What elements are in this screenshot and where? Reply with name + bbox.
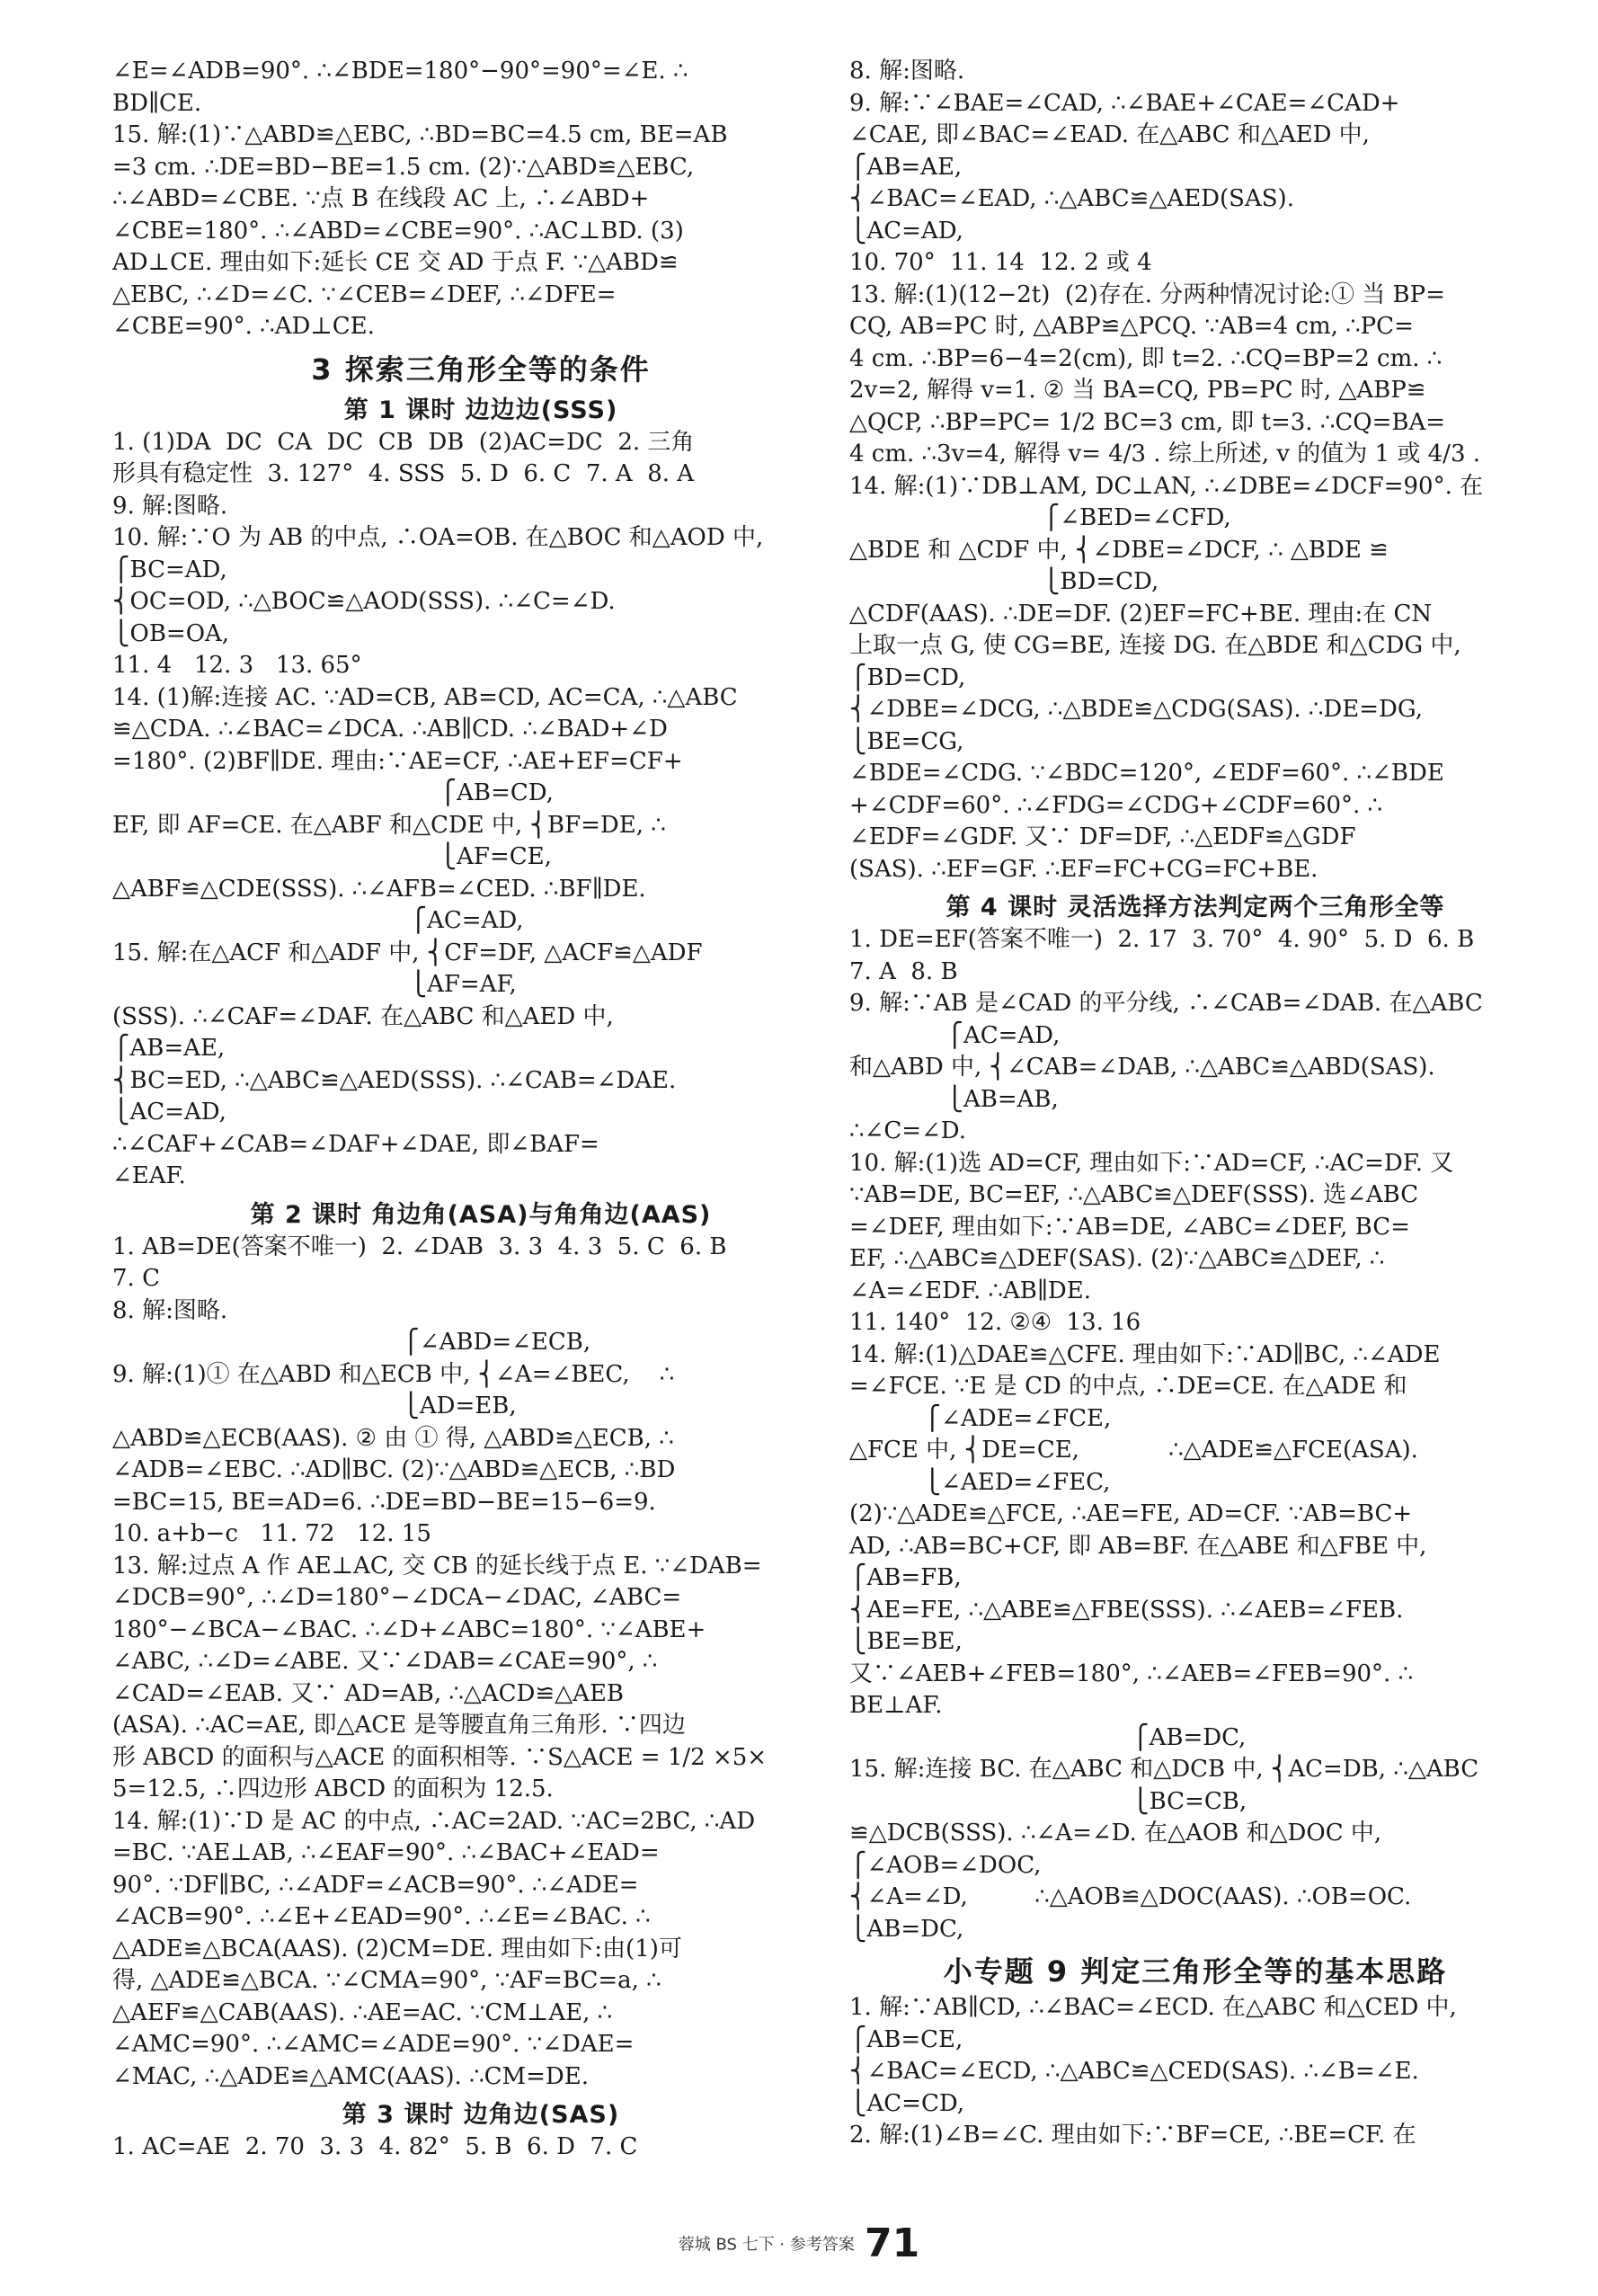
answer-line: +∠CDF=60°. ∴∠FDG=∠CDG+∠CDF=60°. ∴ bbox=[849, 791, 1383, 819]
answer-line: 7. A 8. B bbox=[849, 957, 958, 985]
answer-line: 10. 70° 11. 14 12. 2 或 4 bbox=[849, 249, 1152, 276]
answer-line: △ABD≌△ECB(AAS). ② 由 ① 得, △ABD≌△ECB, ∴ bbox=[112, 1424, 674, 1452]
answer-line: ⎩AB=DC, bbox=[849, 1915, 964, 1943]
answer-line: EF, 即 AF=CE. 在△ABF 和△CDE 中, ⎨BF=DE, ∴ bbox=[112, 811, 666, 839]
answer-line: ⎩BC=CB, bbox=[849, 1787, 1247, 1815]
answer-line: 1. AB=DE(答案不唯一) 2. ∠DAB 3. 3 4. 3 5. C 6. B bbox=[112, 1233, 727, 1260]
answer-line: 13. 解:(1)(12−2t) (2)存在. 分两种情况讨论:① 当 BP= bbox=[849, 280, 1445, 308]
answer-line: ⎩OB=OA, bbox=[112, 619, 230, 647]
answer-line: 11. 140° 12. ②④ 13. 16 bbox=[849, 1309, 1141, 1336]
answer-line: ⎧∠ABD=∠ECB, bbox=[112, 1329, 591, 1356]
answer-line: ∠DCB=90°, ∴∠D=180°−∠DCA−∠DAC, ∠ABC= bbox=[112, 1584, 682, 1611]
answer-line: BE⊥AF. bbox=[849, 1692, 943, 1719]
answer-line: ⎨OC=OD, ∴△BOC≌△AOD(SSS). ∴∠C=∠D. bbox=[112, 588, 616, 615]
answer-line: 10. 解:∵O 为 AB 的中点, ∴OA=OB. 在△BOC 和△AOD 中, bbox=[112, 524, 764, 551]
answer-line: ⎧AB=CE, bbox=[849, 2025, 963, 2053]
answer-line: ⎧∠AOB=∠DOC, bbox=[849, 1851, 1042, 1879]
section-heading: 3 探索三角形全等的条件 bbox=[311, 352, 651, 387]
watermark: ​ bbox=[422, 1452, 440, 1577]
answer-line: △EBC, ∴∠D=∠C. ∵∠CEB=∠DEF, ∴∠DFE= bbox=[112, 280, 617, 308]
answer-line: ⎩AB=AB, bbox=[849, 1085, 1059, 1113]
answer-line: ⎨∠DBE=∠DCG, ∴△BDE≌△CDG(SAS). ∴DE=DG, bbox=[849, 696, 1423, 723]
answer-line: 得, △ADE≌△BCA. ∵∠CMA=90°, ∵AF=BC=a, ∴ bbox=[112, 1967, 661, 1994]
answer-line: ⎩AD=EB, bbox=[112, 1393, 517, 1419]
answer-line: ⎨BC=ED, ∴△ABC≌△AED(SSS). ∴∠CAB=∠DAE. bbox=[112, 1066, 677, 1094]
answer-line: ∠ADB=∠EBC. ∴AD∥BC. (2)∵△ABD≌△ECB, ∴BD bbox=[112, 1456, 676, 1483]
answer-line: 180°−∠BCA−∠BAC. ∴∠D+∠ABC=180°. ∵∠ABE+ bbox=[112, 1615, 706, 1643]
answer-line: ≌△CDA. ∴∠BAC=∠DCA. ∴AB∥CD. ∴∠BAD+∠D bbox=[112, 716, 668, 743]
answer-line: 形 ABCD 的面积与△ACE 的面积相等. ∵S△ACE = 1/2 ×5× bbox=[112, 1743, 768, 1771]
answer-line: △QCP, ∴BP=PC= 1/2 BC=3 cm, 即 t=3. ∴CQ=BA= bbox=[849, 408, 1446, 436]
answer-line: 8. 解:图略. bbox=[112, 1296, 228, 1324]
lesson-heading: 第 3 课时 边角边(SAS) bbox=[342, 2101, 620, 2129]
answer-line: ∠ABC, ∴∠D=∠ABE. 又∵∠DAB=∠CAE=90°, ∴ bbox=[112, 1648, 658, 1675]
left-column bbox=[112, 56, 849, 2164]
answer-line: 形具有稳定性 3. 127° 4. SSS 5. D 6. C 7. A 8. A bbox=[112, 460, 695, 487]
answer-line: 和△ABD 中, ⎨∠CAB=∠DAB, ∴△ABC≌△ABD(SAS). bbox=[849, 1054, 1435, 1081]
lesson-heading: 第 4 课时 灵活选择方法判定两个三角形全等 bbox=[945, 894, 1445, 921]
right-column bbox=[849, 56, 1541, 2152]
answer-line: 14. 解:(1)△DAE≌△CFE. 理由如下:∵AD∥BC, ∴∠ADE bbox=[849, 1340, 1441, 1368]
answer-line: =∠FCE. ∵E 是 CD 的中点, ∴DE=CE. 在△ADE 和 bbox=[849, 1373, 1407, 1400]
answer-line: 90°. ∵DF∥BC, ∴∠ADF=∠ACB=90°. ∴∠ADE= bbox=[112, 1871, 639, 1899]
answer-line: 2. 解:(1)∠B=∠C. 理由如下:∵BF=CE, ∴BE=CF. 在 bbox=[849, 2122, 1416, 2149]
answer-line: 9. 解:图略. bbox=[112, 492, 228, 520]
answer-line: ⎧∠BED=∠CFD, bbox=[849, 504, 1231, 531]
answer-line: 10. a+b−c 11. 72 12. 15 bbox=[112, 1520, 431, 1547]
answer-line: ⎩AF=CE, bbox=[112, 843, 552, 870]
answer-line: 8. 解:图略. bbox=[849, 58, 965, 85]
answer-line: 上取一点 G, 使 CG=BE, 连接 DG. 在△BDE 和△CDG 中, bbox=[849, 632, 1461, 659]
answer-line: ≌△DCB(SSS). ∴∠A=∠D. 在△AOB 和△DOC 中, bbox=[849, 1820, 1382, 1847]
answer-line: CQ, AB=PC 时, △ABP≌△PCQ. ∵AB=4 cm, ∴PC= bbox=[849, 313, 1414, 340]
answer-line: ∠CBE=90°. ∴AD⊥CE. bbox=[112, 313, 375, 340]
answer-line: ⎩BE=BE, bbox=[849, 1628, 963, 1655]
answer-line: 又∵∠AEB+∠FEB=180°, ∴∠AEB=∠FEB=90°. ∴ bbox=[849, 1660, 1414, 1687]
answer-line: ⎩∠AED=∠FEC, bbox=[849, 1468, 1111, 1496]
answer-line: ∠ACB=90°. ∴∠E+∠EAD=90°. ∴∠E=∠BAC. ∴ bbox=[112, 1903, 651, 1930]
answer-line: =∠DEF, 理由如下:∵AB=DE, ∠ABC=∠DEF, BC= bbox=[849, 1213, 1410, 1241]
answer-line: =BC. ∵AE⊥AB, ∴∠EAF=90°. ∴∠BAC+∠EAD= bbox=[112, 1839, 660, 1866]
answer-line: ∠CAE, 即∠BAC=∠EAD. 在△ABC 和△AED 中, bbox=[849, 121, 1370, 148]
answer-line: ∠CAD=∠EAB. 又∵ AD=AB, ∴△ACD≌△AEB bbox=[112, 1679, 625, 1707]
answer-line: (2)∵△ADE≌△FCE, ∴AE=FE, AD=CF. ∵AB=BC+ bbox=[849, 1500, 1413, 1527]
answer-line: ⎧AB=AE, bbox=[112, 1035, 226, 1062]
answer-line: 13. 解:过点 A 作 AE⊥AC, 交 CB 的延长线于点 E. ∵∠DAB= bbox=[112, 1552, 762, 1580]
answer-line: 1. AC=AE 2. 70 3. 3 4. 82° 5. B 6. D 7. C bbox=[112, 2133, 638, 2160]
lesson-heading: 第 2 课时 角边角(ASA)与角角边(AAS) bbox=[250, 1200, 712, 1229]
answer-line: ∴∠ABD=∠CBE. ∵点 B 在线段 AC 上, ∴∠ABD+ bbox=[112, 185, 650, 212]
answer-line: ⎧∠ADE=∠FCE, bbox=[849, 1404, 1112, 1432]
answer-line: ∠AMC=90°. ∴∠AMC=∠ADE=90°. ∵∠DAE= bbox=[112, 2031, 635, 2058]
answer-line: ⎧AB=CD, bbox=[112, 779, 554, 806]
answer-line: ⎧AB=FB, bbox=[849, 1564, 962, 1591]
answer-line: ∠CBE=180°. ∴∠ABD=∠CBE=90°. ∴AC⊥BD. (3) bbox=[112, 217, 684, 245]
answer-line: EF, ∴△ABC≌△DEF(SAS). (2)∵△ABC≌△DEF, ∴ bbox=[849, 1245, 1385, 1272]
answer-line: 14. 解:(1)∵DB⊥AM, DC⊥AN, ∴∠DBE=∠DCF=90°. 在 bbox=[849, 472, 1484, 500]
answer-line: 2v=2, 解得 v=1. ② 当 BA=CQ, PB=PC 时, △ABP≌ bbox=[849, 377, 1426, 404]
answer-line: ∠BDE=∠CDG. ∵∠BDC=120°, ∠EDF=60°. ∴∠BDE bbox=[849, 760, 1444, 787]
page-footer bbox=[0, 2220, 1598, 2266]
answer-line: ∴∠CAF+∠CAB=∠DAF+∠DAE, 即∠BAF= bbox=[112, 1130, 599, 1158]
answer-line: 4 cm. ∴3v=4, 解得 v= 4/3 . 综上所述, v 的值为 1 或 4/3 . bbox=[849, 441, 1481, 467]
answer-line: ⎩AC=AD, bbox=[112, 1099, 226, 1126]
answer-line: (ASA). ∴AC=AE, 即△ACE 是等腰直角三角形. ∵四边 bbox=[112, 1712, 686, 1739]
answer-line: △CDF(AAS). ∴DE=DF. (2)EF=FC+BE. 理由:在 CN bbox=[849, 600, 1433, 627]
lesson-heading: 第 1 课时 边边边(SSS) bbox=[343, 396, 618, 424]
answer-line: △ADE≌△BCA(AAS). (2)CM=DE. 理由如下:由(1)可 bbox=[112, 1935, 682, 1962]
answer-line: ∠A=∠EDF. ∴AB∥DE. bbox=[849, 1277, 1092, 1304]
answer-line: ⎧AC=AD, bbox=[112, 907, 524, 934]
answer-line: ⎧AB=DC, bbox=[849, 1723, 1247, 1751]
answer-line: 9. 解:∵∠BAE=∠CAD, ∴∠BAE+∠CAE=∠CAD+ bbox=[849, 89, 1400, 117]
answer-line: 15. 解:连接 BC. 在△ABC 和△DCB 中, ⎨AC=DB, ∴△ABC bbox=[849, 1756, 1479, 1783]
answer-line: 14. 解:(1)∵D 是 AC 的中点, ∴AC=2AD. ∵AC=2BC, ∴AD bbox=[112, 1807, 756, 1835]
answer-line: ∠MAC, ∴△ADE≌△AMC(AAS). ∴CM=DE. bbox=[112, 2062, 590, 2090]
section-heading: 小专题 9 判定三角形全等的基本思路 bbox=[943, 1954, 1448, 1989]
answer-line: △FCE 中, ⎨DE=CE, ∴△ADE≌△FCE(ASA). bbox=[849, 1437, 1418, 1464]
answer-line: ⎨AE=FE, ∴△ABE≌△FBE(SSS). ∴∠AEB=∠FEB. bbox=[849, 1596, 1404, 1624]
answer-line: ⎩AC=AD, bbox=[849, 217, 963, 245]
footer-text: 蓉城 BS 七下 · 参考答案 bbox=[678, 2235, 855, 2255]
answer-line: 11. 4 12. 3 13. 65° bbox=[112, 652, 362, 679]
answer-line: ∠EAF. bbox=[112, 1162, 186, 1189]
answer-line: ⎧AC=AD, bbox=[849, 1021, 1061, 1049]
answer-line: 1. 解:∵AB∥CD, ∴∠BAC=∠ECD. 在△ABC 和△CED 中, bbox=[849, 1994, 1457, 2021]
answer-line: ⎩AF=AF, bbox=[112, 971, 517, 998]
answer-line: (SAS). ∴EF=GF. ∴EF=FC+CG=FC+BE. bbox=[849, 855, 1318, 883]
answer-line: 14. (1)解:连接 AC. ∵AD=CB, AB=CD, AC=CA, ∴△ABC bbox=[112, 683, 738, 711]
answer-line: =180°. (2)BF∥DE. 理由:∵AE=CF, ∴AE+EF=CF+ bbox=[112, 747, 683, 775]
answer-line: ⎧BD=CD, bbox=[849, 663, 966, 691]
answer-line: 15. 解:(1)∵△ABD≌△EBC, ∴BD=BC=4.5 cm, BE=AB bbox=[112, 121, 728, 148]
answer-line: BD∥CE. bbox=[112, 89, 202, 117]
answer-line: 1. DE=EF(答案不唯一) 2. 17 3. 70° 4. 90° 5. D 6. B bbox=[849, 926, 1475, 953]
answer-line: 1. (1)DA DC CA DC CB DB (2)AC=DC 2. 三角 bbox=[112, 428, 695, 456]
answer-line: (SSS). ∴∠CAF=∠DAF. 在△ABC 和△AED 中, bbox=[112, 1002, 614, 1030]
answer-line: ⎩AC=CD, bbox=[849, 2089, 965, 2117]
answer-line: =BC=15, BE=AD=6. ∴DE=BD−BE=15−6=9. bbox=[112, 1488, 656, 1516]
answer-line: ⎨∠A=∠D, ∴△AOB≌△DOC(AAS). ∴OB=OC. bbox=[849, 1883, 1412, 1910]
answer-line: ⎧AB=AE, bbox=[849, 153, 963, 181]
answer-line: ⎩BE=CG, bbox=[849, 727, 964, 755]
answer-line: ∠EDF=∠GDF. 又∵ DF=DF, ∴△EDF≌△GDF bbox=[849, 823, 1356, 850]
answer-line: ⎩BD=CD, bbox=[849, 568, 1159, 595]
answer-line: ⎨∠BAC=∠EAD, ∴△ABC≌△AED(SAS). bbox=[849, 185, 1294, 212]
answer-line: 7. C bbox=[112, 1265, 160, 1292]
answer-line: ⎨∠BAC=∠ECD, ∴△ABC≌△CED(SAS). ∴∠B=∠E. bbox=[849, 2058, 1419, 2085]
answer-line: 9. 解:(1)① 在△ABD 和△ECB 中, ⎨∠A=∠BEC, ∴ bbox=[112, 1360, 675, 1388]
answer-line: =3 cm. ∴DE=BD−BE=1.5 cm. (2)∵△ABD≌△EBC, bbox=[112, 153, 695, 181]
answer-line: 5=12.5, ∴四边形 ABCD 的面积为 12.5. bbox=[112, 1775, 554, 1802]
answer-line: 4 cm. ∴BP=6−4=2(cm), 即 t=2. ∴CQ=BP=2 cm. ∴ bbox=[849, 344, 1443, 372]
answer-line: △AEF≌△CAB(AAS). ∴AE=AC. ∵CM⊥AE, ∴ bbox=[112, 1998, 613, 2026]
answer-line: ⎧BC=AD, bbox=[112, 556, 227, 583]
answer-line: 9. 解:∵AB 是∠CAD 的平分线, ∴∠CAB=∠DAB. 在△ABC bbox=[849, 990, 1483, 1017]
page-number: 71 bbox=[864, 2220, 920, 2266]
answer-line: △BDE 和 △CDF 中, ⎨∠DBE=∠DCF, ∴ △BDE ≌ bbox=[849, 536, 1389, 564]
answer-line: ∠E=∠ADB=90°. ∴∠BDE=180°−90°=90°=∠E. ∴ bbox=[112, 58, 688, 85]
answer-line: △ABF≌△CDE(SSS). ∴∠AFB=∠CED. ∴BF∥DE. bbox=[112, 875, 646, 903]
answer-line: 10. 解:(1)选 AD=CF, 理由如下:∵AD=CF, ∴AC=DF. 又 bbox=[849, 1149, 1454, 1177]
answer-line: ∴∠C=∠D. bbox=[849, 1117, 966, 1144]
answer-line: ∵AB=DE, BC=EF, ∴△ABC≌△DEF(SSS). 选∠ABC bbox=[849, 1181, 1419, 1208]
answer-line: 15. 解:在△ACF 和△ADF 中, ⎨CF=DF, △ACF≌△ADF bbox=[112, 939, 703, 966]
answer-line: AD, ∴AB=BC+CF, 即 AB=BF. 在△ABE 和△FBE 中, bbox=[849, 1532, 1427, 1560]
answer-line: AD⊥CE. 理由如下:延长 CE 交 AD 于点 F. ∵△ABD≌ bbox=[112, 249, 679, 276]
